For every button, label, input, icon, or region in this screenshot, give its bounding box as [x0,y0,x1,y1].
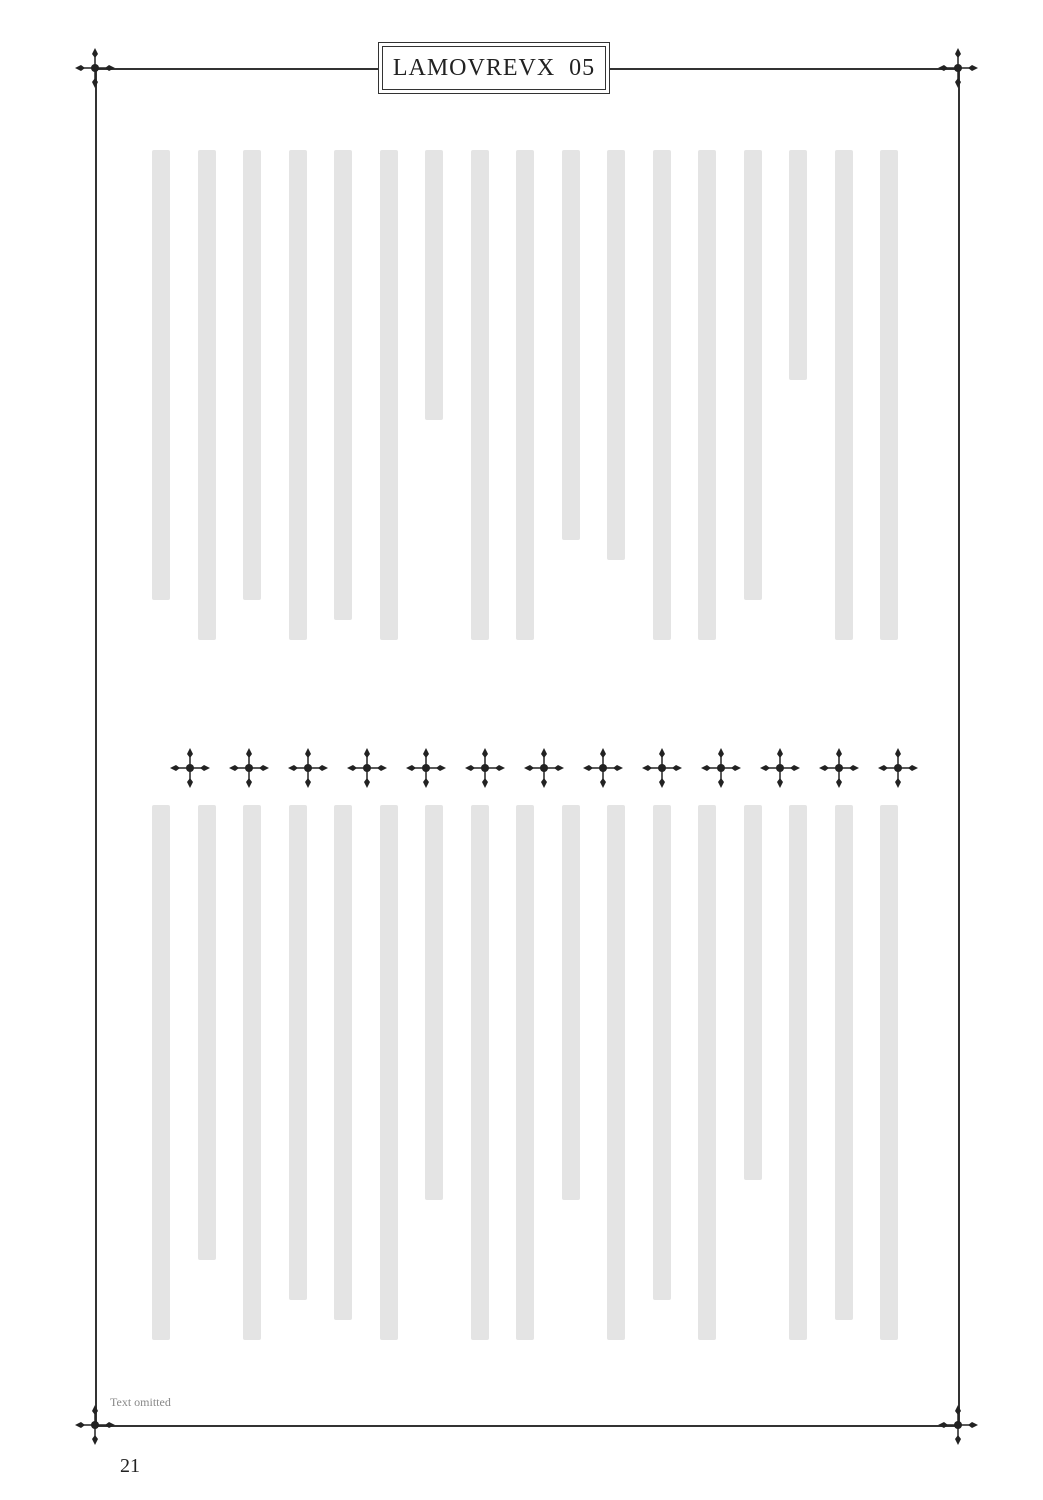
corner-ornament-icon [75,1405,115,1445]
text-column-placeholder [198,150,216,640]
text-column-placeholder [835,805,853,1320]
text-column-placeholder [471,805,489,1340]
header-issue: 05 [569,54,596,81]
cross-ornament-icon [642,748,682,788]
cross-ornament-icon [583,748,623,788]
text-column-placeholder [653,805,671,1300]
cross-ornament-icon [347,748,387,788]
corner-ornament-icon [75,48,115,88]
text-column-placeholder [744,150,762,600]
text-column-placeholder [152,150,170,600]
cross-ornament-icon [288,748,328,788]
text-column-placeholder [380,805,398,1340]
corner-ornament-icon [938,1405,978,1445]
text-column-placeholder [471,150,489,640]
text-column-placeholder [334,805,352,1320]
text-column-placeholder [607,150,625,560]
text-column-placeholder [425,805,443,1200]
cross-ornament-icon [701,748,741,788]
text-column-placeholder [516,150,534,640]
text-column-placeholder [334,150,352,620]
text-column-placeholder [289,805,307,1300]
text-column-placeholder [880,805,898,1340]
cross-ornament-icon [819,748,859,788]
text-column-placeholder [289,150,307,640]
text-column-placeholder [744,805,762,1180]
cross-ornament-icon [760,748,800,788]
text-column-placeholder [243,805,261,1340]
text-column-placeholder [425,150,443,420]
text-column-placeholder [516,805,534,1340]
text-column-placeholder [653,150,671,640]
cross-ornament-icon [170,748,210,788]
text-column-placeholder [880,150,898,640]
text-column-placeholder [835,150,853,640]
cross-ornament-icon [524,748,564,788]
omitted-text-note: Text omitted [110,1395,171,1409]
corner-ornament-icon [938,48,978,88]
text-column-placeholder [198,805,216,1260]
page-number: 21 [120,1455,140,1477]
cross-ornament-icon [878,748,918,788]
frame-right [958,68,960,1426]
frame-bottom [95,1425,960,1427]
header-title: LAMOVREVX [392,54,556,81]
text-column-placeholder [789,150,807,380]
text-column-placeholder [380,150,398,640]
text-column-placeholder [562,150,580,540]
cross-ornament-icon [406,748,446,788]
text-column-placeholder [562,805,580,1200]
running-header [378,42,610,94]
cross-ornament-icon [465,748,505,788]
text-column-placeholder [789,805,807,1340]
text-column-placeholder [607,805,625,1340]
frame-left [95,68,97,1426]
text-column-placeholder [243,150,261,600]
text-column-placeholder [152,805,170,1340]
text-column-placeholder [698,150,716,640]
cross-ornament-icon [229,748,269,788]
text-column-placeholder [698,805,716,1340]
